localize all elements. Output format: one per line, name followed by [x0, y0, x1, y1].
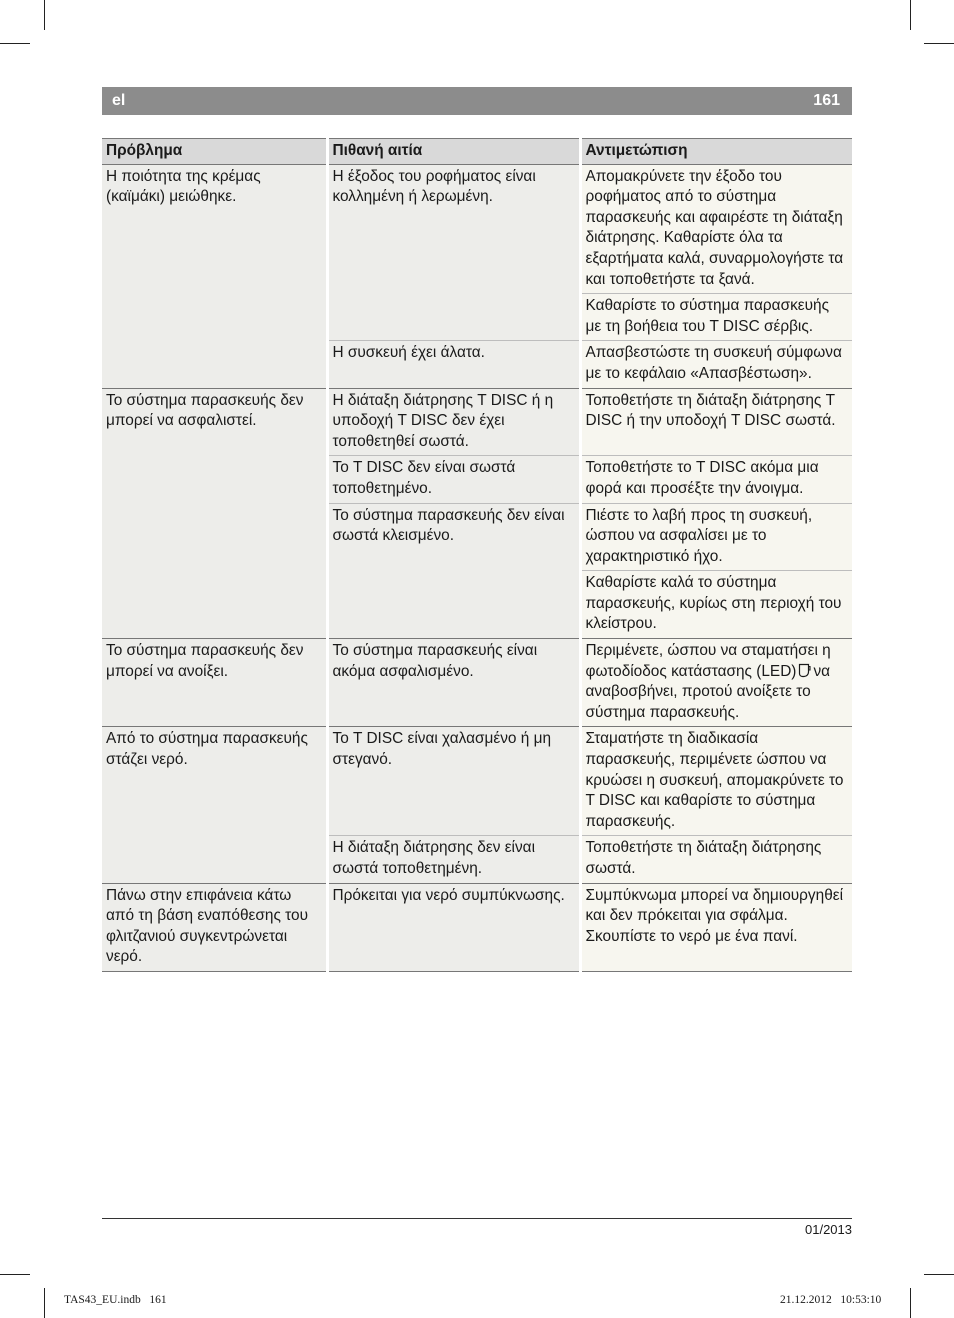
cause-cell: Η έξοδος του ροφήματος είναι κολλημένη ή λερωμένη.: [327, 164, 580, 341]
cause-cell: Το σύστημα παρασκευής είναι ακόμα ασφαλισμένο.: [327, 639, 580, 727]
table-header-row: [102, 139, 852, 165]
header-cause: Πιθανή αιτία: [327, 139, 580, 165]
page-header-bar: [102, 87, 852, 115]
cause-cell: Πρόκειται για νερό συμπύκνωσης.: [327, 883, 580, 971]
fix-cell: [580, 639, 852, 727]
fix-cell: Σταματήστε τη διαδικασία παρασκευής, περιμένετε ώσπου να κρυώσει η συσκευή, απομακρύνετε το T DISC και καθαρίστε το σύστημα παρασκευής.: [580, 727, 852, 836]
fix-cell: Τοποθετήστε τη διάταξη διάτρησης T DISC ή την υποδοχή T DISC σωστά.: [580, 388, 852, 456]
troubleshooting-table: [102, 138, 852, 972]
table-row: [102, 639, 852, 727]
table-row: [102, 883, 852, 971]
cause-cell: Η συσκευή έχει άλατα.: [327, 341, 580, 388]
page-number: 161: [813, 92, 840, 109]
language-code: el: [112, 92, 126, 109]
cause-cell: Η διάταξη διάτρησης T DISC ή η υποδοχή T DISC δεν έχει τοποθετηθεί σωστά.: [327, 388, 580, 456]
print-slug-file: TAS43_EU.indb 161: [64, 1294, 167, 1306]
crop-mark: [924, 1274, 954, 1275]
problem-cell: Το σύστημα παρασκευής δεν μπορεί να ανοίξει.: [102, 639, 327, 727]
fix-text-part: να αναβοσβήνει, προτού ανοίξετε το σύστημα παρασκευής.: [585, 662, 831, 721]
crop-mark: [44, 0, 45, 30]
cause-cell: Το σύστημα παρασκευής δεν είναι σωστά κλεισμένο.: [327, 503, 580, 639]
problem-cell: Πάνω στην επιφάνεια κάτω από τη βάση εναπόθεσης του φλιτζανιού συγκεντρώνεται νερό.: [102, 883, 327, 971]
cup-led-icon: [798, 663, 811, 678]
fix-cell: Καθαρίστε το σύστημα παρασκευής με τη βοήθεια του T DISC σέρβις.: [580, 294, 852, 341]
cause-cell: Το T DISC είναι χαλασμένο ή μη στεγανό.: [327, 727, 580, 836]
table-row: [102, 727, 852, 836]
cause-cell: Το T DISC δεν είναι σωστά τοποθετημένο.: [327, 456, 580, 503]
crop-mark: [924, 43, 954, 44]
footer-date: 01/2013: [805, 1222, 852, 1237]
problem-cell: Η ποιότητα της κρέμας (καϊμάκι) μειώθηκε.: [102, 164, 327, 388]
cause-cell: Η διάταξη διάτρησης δεν είναι σωστά τοποθετημένη.: [327, 836, 580, 883]
fix-cell: Συμπύκνωμα μπορεί να δημιουργηθεί και δεν πρόκειται για σφάλμα. Σκουπίστε το νερό με ένα πανί.: [580, 883, 852, 971]
print-slug-timestamp: 21.12.2012 10:53:10: [780, 1294, 882, 1306]
header-problem: Πρόβλημα: [102, 139, 327, 165]
table-row: [102, 388, 852, 456]
crop-mark: [0, 43, 30, 44]
fix-cell: Απασβεστώστε τη συσκευή σύμφωνα με το κεφάλαιο «Απασβέστωση».: [580, 341, 852, 388]
crop-mark: [910, 1288, 911, 1318]
crop-mark: [910, 0, 911, 30]
problem-cell: Από το σύστημα παρασκευής στάζει νερό.: [102, 727, 327, 883]
problem-cell: Το σύστημα παρασκευής δεν μπορεί να ασφαλιστεί.: [102, 388, 327, 639]
table-row: [102, 164, 852, 294]
footer-rule: [102, 1218, 852, 1219]
fix-cell: Απομακρύνετε την έξοδο του ροφήματος από το σύστημα παρασκευής και αφαιρέστε τη διάταξη διάτρησης. Καθαρίστε όλα τα εξαρτήματα καλά, συναρμολογήστε τα και τοποθετήστε τα ξανά.: [580, 164, 852, 294]
fix-text-part: Περιμένετε, ώσπου να σταματήσει η φωτοδίοδος κατάστασης (LED): [585, 642, 831, 680]
header-fix: Αντιμετώπιση: [580, 139, 852, 165]
fix-cell: Τοποθετήστε το T DISC ακόμα μια φορά και προσέξτε την άνοιγμα.: [580, 456, 852, 503]
fix-cell: Καθαρίστε καλά το σύστημα παρασκευής, κυρίως στη περιοχή του κλείστρου.: [580, 571, 852, 639]
fix-cell: Πιέστε το λαβή προς τη συσκευή, ώσπου να ασφαλίσει με το χαρακτηριστικό ήχο.: [580, 503, 852, 571]
crop-mark: [44, 1288, 45, 1318]
fix-cell: Τοποθετήστε τη διάταξη διάτρησης σωστά.: [580, 836, 852, 883]
crop-mark: [0, 1274, 30, 1275]
